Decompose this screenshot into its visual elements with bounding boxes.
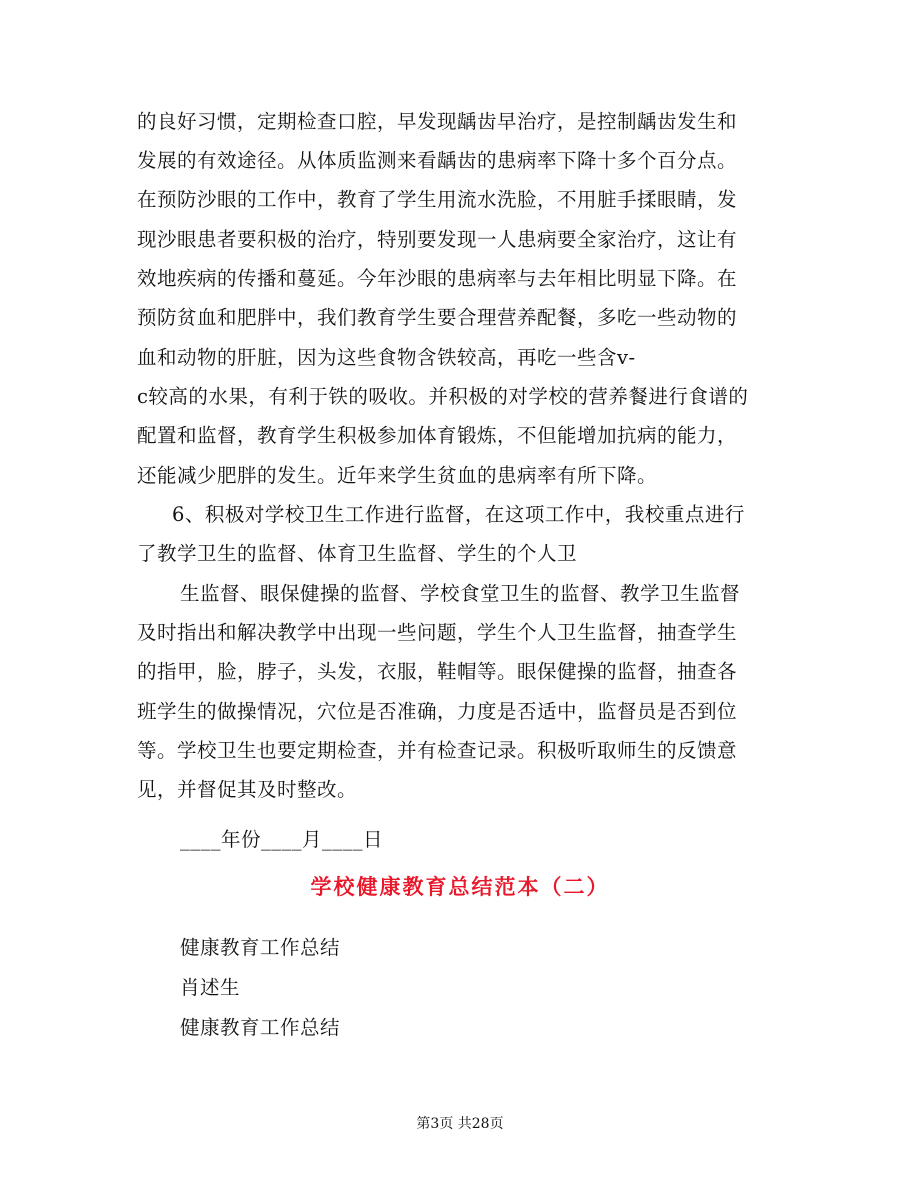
body-line: c较高的水果，有利于铁的吸收。并积极的对学校的营养餐进行食谱的	[137, 385, 749, 408]
body-line: 配置和监督，教育学生积极参加体育锻炼，不但能增加抗病的能力，	[137, 424, 738, 447]
body-line: 现沙眼患者要积极的治疗，特别要发现一人患病要全家治疗，这让有	[137, 228, 738, 251]
body-line: 还能减少肥胖的发生。近年来学生贫血的患病率有所下降。	[137, 464, 658, 487]
date-line: ____年份____月____日	[180, 828, 384, 851]
body-line: 班学生的做操情况，穴位是否准确，力度是否适中，监督员是否到位	[137, 700, 738, 723]
body-line: 见，并督促其及时整改。	[137, 778, 358, 801]
sub-line: 健康教育工作总结	[180, 936, 341, 959]
body-line: 在预防沙眼的工作中，教育了学生用流水洗脸，不用脏手揉眼睛，发	[137, 188, 738, 211]
sub-line: 健康教育工作总结	[180, 1016, 341, 1039]
sub-line: 肖述生	[180, 976, 241, 999]
section-title: 学校健康教育总结范本（二）	[310, 874, 610, 899]
page-footer: 第3页 共28页	[416, 1116, 504, 1132]
body-line: 生监督、眼保健操的监督、学校食堂卫生的监督、教学卫生监督	[180, 582, 741, 605]
body-line: 等。学校卫生也要定期检查，并有检查记录。积极听取师生的反馈意	[137, 739, 738, 762]
body-line: 预防贫血和肥胖中，我们教育学生要合理营养配餐，多吃一些动物的	[137, 306, 738, 329]
body-line: 效地疾病的传播和蔓延。今年沙眼的患病率与去年相比明显下降。在	[137, 267, 738, 290]
body-line: 的良好习惯，定期检查口腔，早发现龋齿早治疗，是控制龋齿发生和	[137, 110, 738, 133]
body-line: 发展的有效途径。从体质监测来看龋齿的患病率下降十多个百分点。	[137, 149, 738, 172]
body-line: 及时指出和解决教学中出现一些问题，学生个人卫生监督，抽查学生	[137, 621, 738, 644]
body-line: 的指甲，脸，脖子，头发，衣服，鞋帽等。眼保健操的监督，抽查各	[137, 660, 738, 683]
body-line: 了教学卫生的监督、体育卫生监督、学生的个人卫	[137, 542, 578, 565]
body-line: 6、积极对学校卫生工作进行监督，在这项工作中，我校重点进行	[172, 503, 745, 526]
body-line: 血和动物的肝脏，因为这些食物含铁较高，再吃一些含v-	[137, 346, 636, 369]
